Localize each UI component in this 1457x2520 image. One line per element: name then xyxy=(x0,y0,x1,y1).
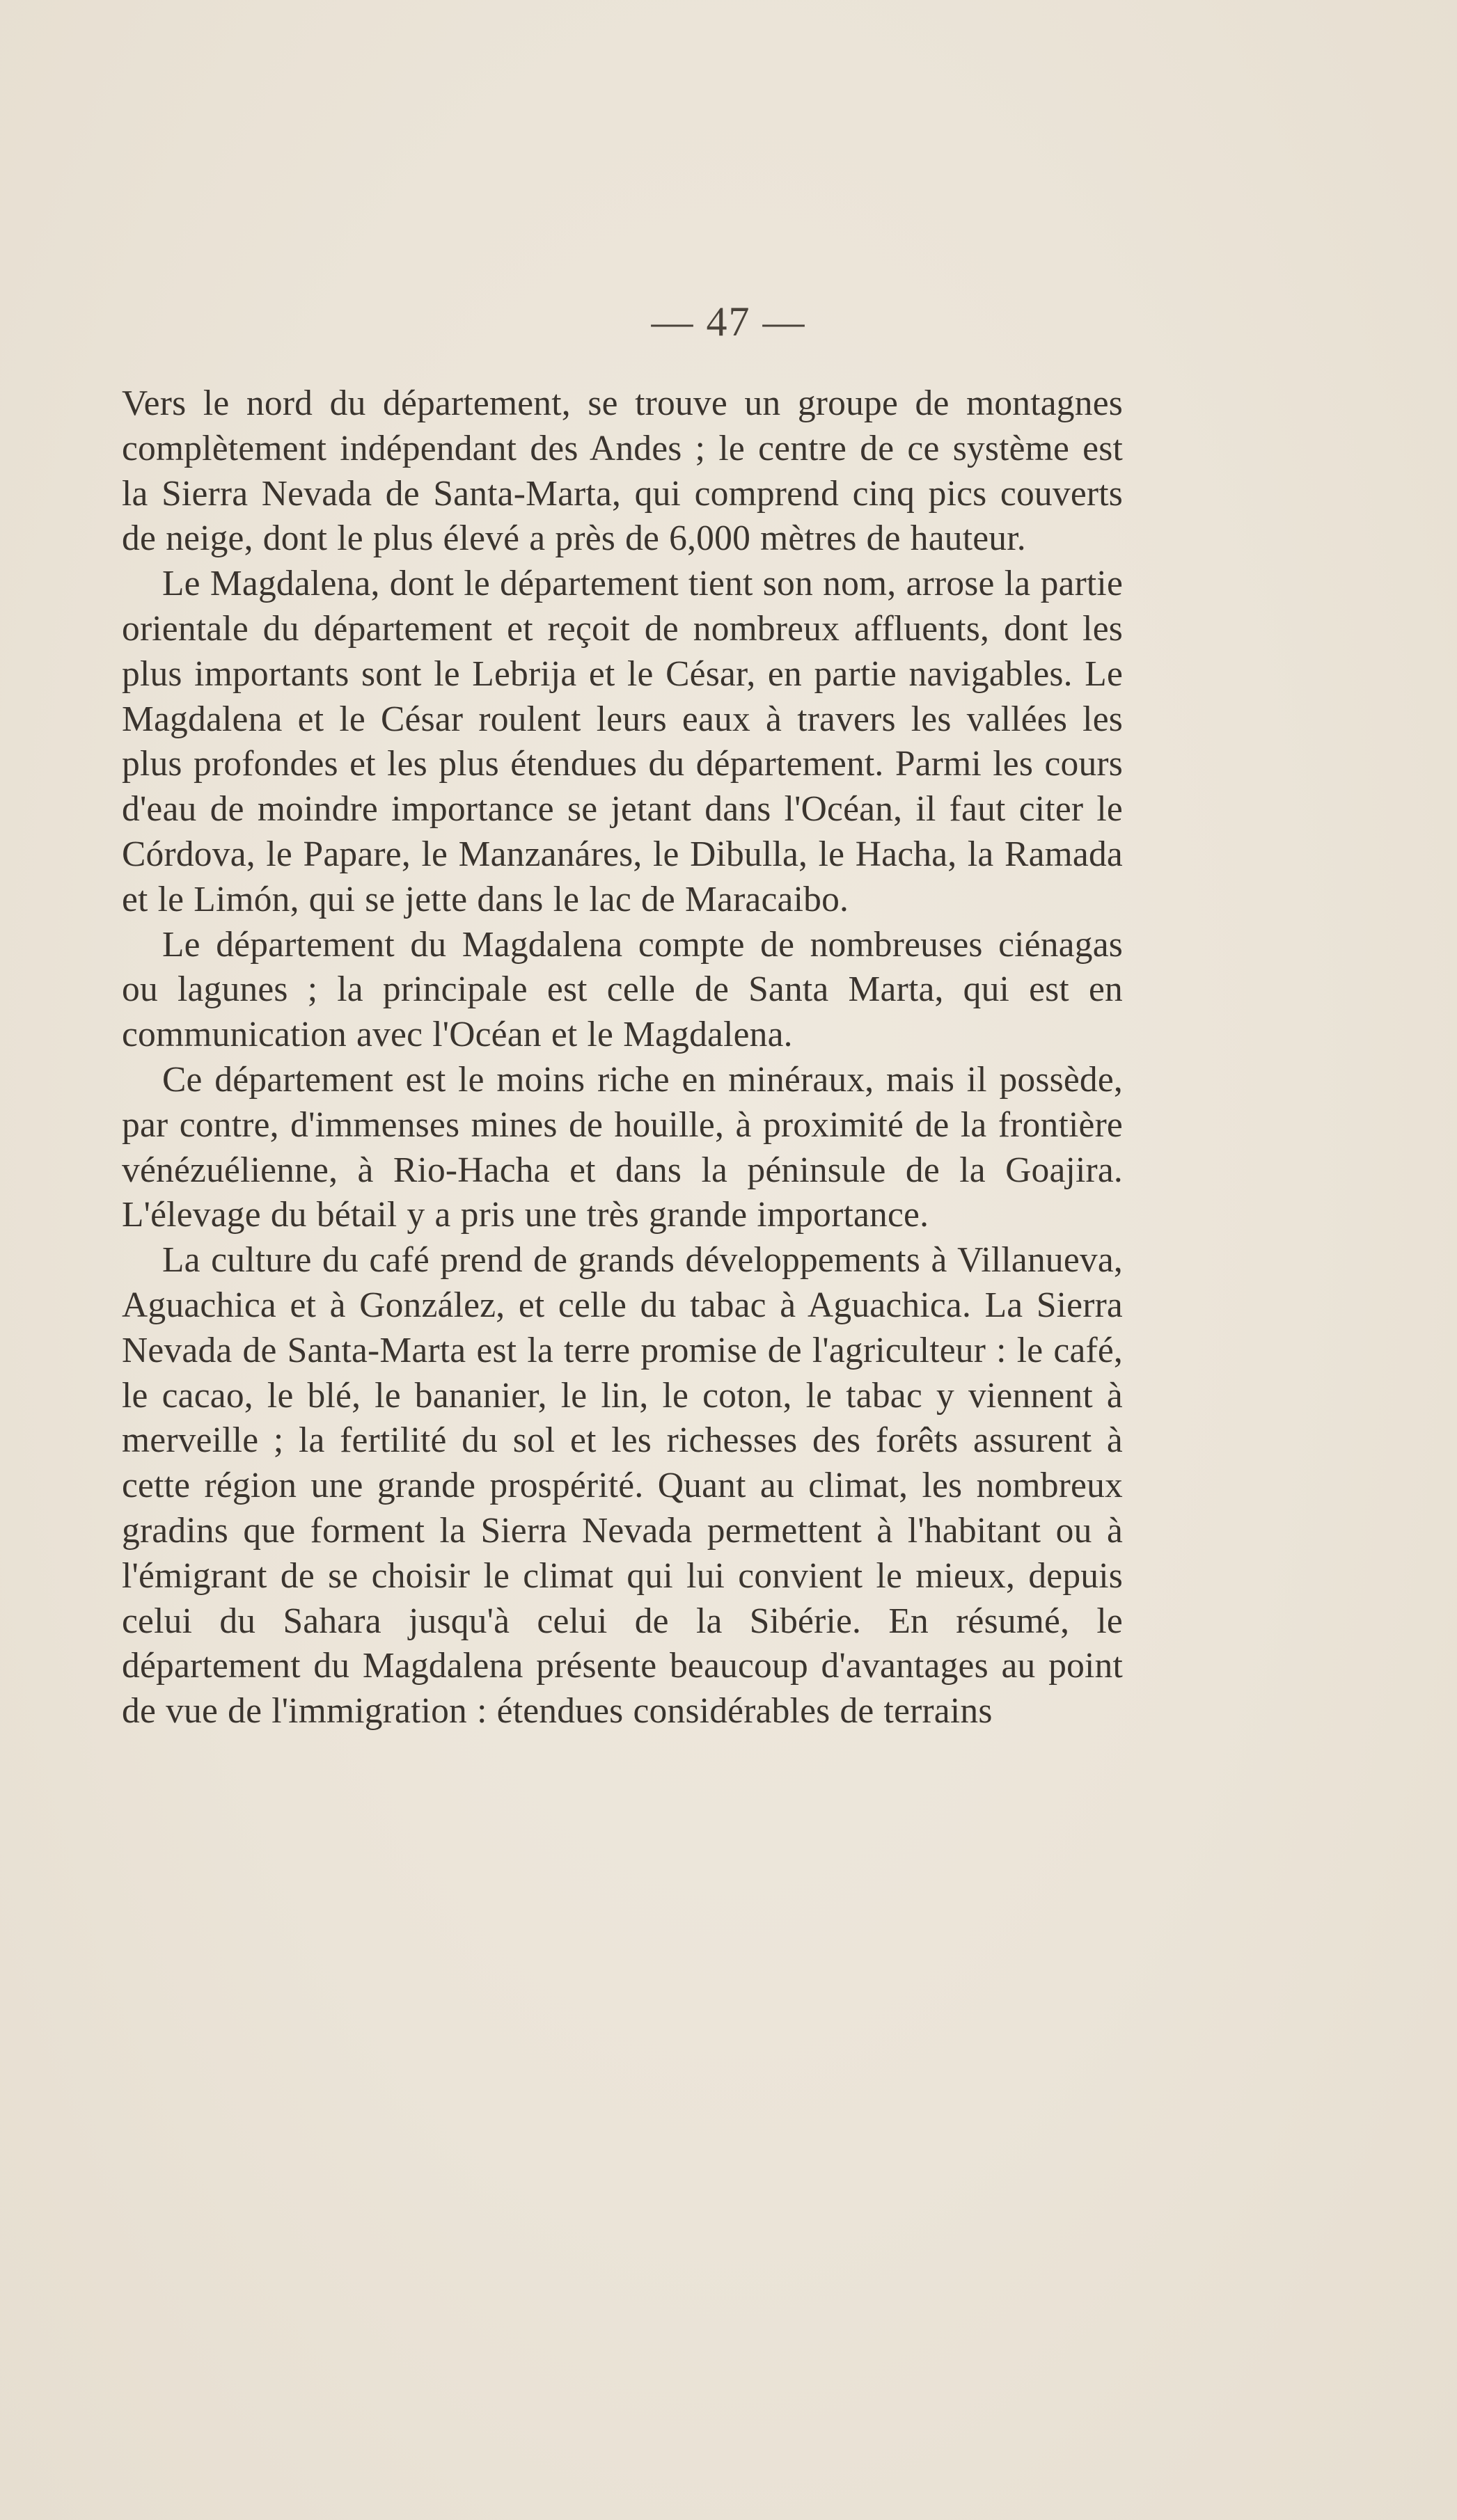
paragraph-agriculture: La culture du café prend de grands développements à Villanueva, Aguachica et à González, et celle du tabac à Aguachica. La Sierra Nevada de Santa-Marta est la terre promise de l'agriculteur : le café, le cacao, le blé, le bananier, le lin, le coton, le tabac y viennent à merveille ; la fertilité du sol et les richesses des forêts assurent à cette région une grande prospérité. Quant au climat, les nombreux gradins que forment la Sierra Nevada permettent à l'habitant ou à l'émigrant de se choisir le climat qui lui convient le mieux, depuis celui du Sahara jusqu'à celui de la Sibérie. En résumé, le département du Magdalena présente beaucoup d'avantages au point de vue de l'immigration : étendues considérables de terrains xyxy=(122,1240,1123,1731)
body-text xyxy=(122,381,1123,1734)
page-number: — 47 — xyxy=(651,299,806,344)
paragraph-rivers: Le Magdalena, dont le département tient son nom, arrose la partie orientale du département et reçoit de nombreux affluents, dont les plus importants sont le Lebrija et le César, en partie navigables. Le Magdalena et le César roulent leurs eaux à travers les vallées les plus profondes et les plus étendues du département. Parmi les cours d'eau de moindre importance se jetant dans l'Océan, il faut citer le Córdova, le Papare, le Manzanáres, le Dibulla, le Hacha, la Ramada et le Limón, qui se jette dans le lac de Maracaibo. xyxy=(122,564,1123,919)
paragraph-mountains: Vers le nord du département, se trouve un groupe de montagnes complètement indépendant des Andes ; le centre de ce système est la Sierra Nevada de Santa-Marta, qui comprend cinq pics couverts de neige, dont le plus élevé a près de 6,000 mètres de hauteur. xyxy=(122,383,1123,559)
paragraph-cienagas: Le département du Magdalena compte de nombreuses ciénagas ou lagunes ; la principale est celle de Santa Marta, qui est en communication avec l'Océan et le Magdalena. xyxy=(122,924,1123,1055)
paragraph-minerals: Ce département est le moins riche en minéraux, mais il possède, par contre, d'immenses mines de houille, à proximité de la frontière vénézuélienne, à Rio-Hacha et dans la péninsule de la Goajira. L'élevage du bétail y a pris une très grande importance. xyxy=(122,1059,1123,1235)
